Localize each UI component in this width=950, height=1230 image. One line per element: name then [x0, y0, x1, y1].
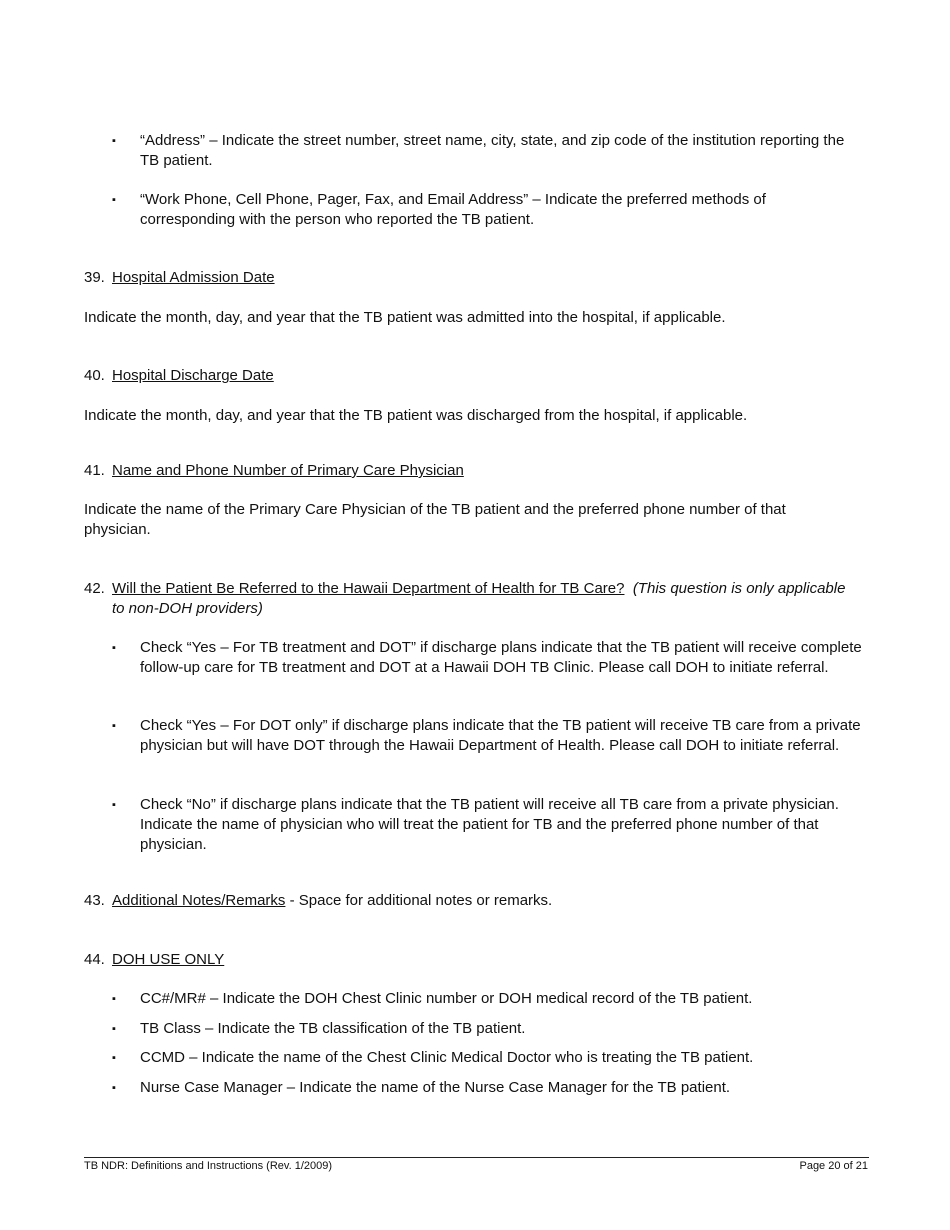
section-44-number: 44.	[84, 951, 105, 968]
address-bullet-text	[140, 131, 865, 171]
section-42-bullet-yes-dot: Check “Yes – For DOT only” if discharge plans indicate that the TB patient will receive TB care from a private physician but will have DOT through the Hawaii Department of Health. Please call DOH to initiate referral.	[140, 717, 861, 754]
section-39-number: 39.	[84, 269, 105, 286]
bullet-marker: ▪	[112, 1052, 116, 1064]
section-44-bullet-tb-class: TB Class – Indicate the TB classification of the TB patient.	[140, 1020, 526, 1037]
section-44-bullet-ccmd: CCMD – Indicate the name of the Chest Clinic Medical Doctor who is treating the TB patient.	[140, 1049, 754, 1066]
bullet-marker: ▪	[112, 1082, 116, 1094]
section-41-number: 41.	[84, 462, 105, 479]
section-41-title: Name and Phone Number of Primary Care Physician	[112, 462, 464, 479]
bullet-marker: ▪	[112, 194, 116, 206]
section-44-title: DOH USE ONLY	[112, 951, 225, 968]
contact-bullet-text	[140, 190, 865, 230]
section-43-suffix: - Space for additional notes or remarks.	[285, 892, 553, 909]
bullet-marker: ▪	[112, 1023, 116, 1035]
bullet-marker: ▪	[112, 642, 116, 654]
footer-document-title: TB NDR: Definitions and Instructions (Rev. 1/2009)	[84, 1160, 333, 1172]
footer-divider	[84, 1157, 869, 1158]
footer-page-number: Page 20 of 21	[799, 1160, 868, 1172]
section-42-note: (This question is only applicable to non-DOH providers)	[112, 580, 846, 617]
bullet-marker: ▪	[112, 993, 116, 1005]
section-41-body: Indicate the name of the Primary Care Physician of the TB patient and the preferred phone number of that physician.	[84, 501, 786, 538]
bullet-marker: ▪	[112, 720, 116, 732]
section-42-bullet-no: Check “No” if discharge plans indicate that the TB patient will receive all TB care from a private physician. Indicate the name of physician who will treat the patient for TB and the preferred phone number of that physician.	[140, 796, 839, 853]
section-44-bullet-nurse: Nurse Case Manager – Indicate the name of the Nurse Case Manager for the TB patient.	[140, 1079, 731, 1096]
section-43-heading	[112, 891, 552, 911]
section-43-title: Additional Notes/Remarks	[112, 892, 286, 909]
contact-description: – Indicate the preferred methods of corresponding with the person who reported the TB patient.	[140, 191, 766, 228]
section-42-title: Will the Patient Be Referred to the Hawaii Department of Health for TB Care?	[112, 580, 625, 597]
section-42-number: 42.	[84, 580, 105, 597]
section-42-heading	[112, 579, 857, 619]
bullet-marker: ▪	[112, 135, 116, 147]
address-description: – Indicate the street number, street name, city, state, and zip code of the institution reporting the TB patient.	[140, 132, 845, 169]
section-39-body: Indicate the month, day, and year that the TB patient was admitted into the hospital, if applicable.	[84, 309, 726, 326]
section-40-number: 40.	[84, 367, 105, 384]
address-term: “Address”	[140, 132, 206, 149]
section-40-body: Indicate the month, day, and year that the TB patient was discharged from the hospital, if applicable.	[84, 407, 748, 424]
section-40-title: Hospital Discharge Date	[112, 367, 274, 384]
section-42-bullet-yes-treatment: Check “Yes – For TB treatment and DOT” if discharge plans indicate that the TB patient will receive complete follow-up care for TB treatment and DOT at a Hawaii DOH TB Clinic. Please call DOH to initiate referral.	[140, 639, 862, 676]
section-43-number: 43.	[84, 892, 105, 909]
contact-term: “Work Phone, Cell Phone, Pager, Fax, and Email Address”	[140, 191, 529, 208]
section-39-title: Hospital Admission Date	[112, 269, 275, 286]
bullet-marker: ▪	[112, 799, 116, 811]
section-44-bullet-ccmr: CC#/MR# – Indicate the DOH Chest Clinic number or DOH medical record of the TB patient.	[140, 990, 753, 1007]
